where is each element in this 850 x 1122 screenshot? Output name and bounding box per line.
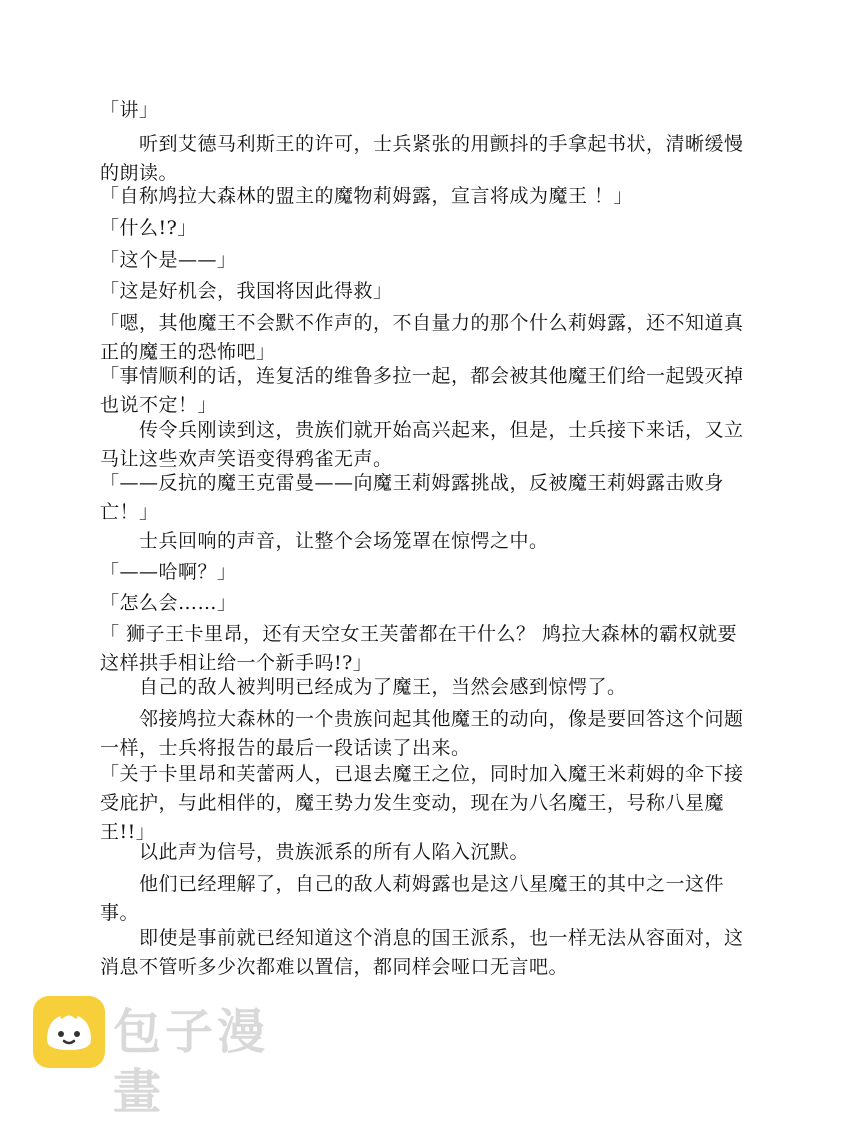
watermark-text: 包子漫畫 (113, 1004, 270, 1120)
paragraph-14: 「 狮子王卡里昂，还有天空女王芙蕾都在干什么？ 鸠拉大森林的霸权就要这样拱手相让给一个新手吗!?」 (100, 623, 738, 674)
paragraph-19: 他们已经理解了，自己的敌人莉姆露也是这八星魔王的其中之一这件事。 (100, 873, 725, 924)
paragraph-11: 士兵回响的声音，让整个会场笼罩在惊愕之中。 (100, 530, 549, 552)
paragraph-15: 自己的敌人被判明已经成为了魔王，当然会感到惊愕了。 (100, 676, 627, 698)
paragraph-10: 「——反抗的魔王克雷曼——向魔王莉姆露挑战，反被魔王莉姆露击败身亡！」 (100, 472, 725, 523)
paragraph-13: 「怎么会……」 (100, 592, 237, 614)
paragraph-1: 「讲」 (100, 99, 159, 121)
paragraph-16: 邻接鸠拉大森林的一个贵族问起其他魔王的动向，像是要回答这个问题一样，士兵将报告的最后一段话读了出来。 (100, 708, 744, 759)
paragraph-20: 即使是事前就已经知道这个消息的国王派系，也一样无法从容面对，这消息不管听多少次都难以置信，都同样会哑口无言吧。 (100, 927, 744, 978)
paragraph-2: 听到艾德马利斯王的许可，士兵紧张的用颤抖的手拿起书状，清晰缓慢的朗读。 (100, 133, 744, 184)
paragraph-9: 传令兵刚读到这，贵族们就开始高兴起来，但是，士兵接下来话，又立马让这些欢声笑语变得鸦雀无声。 (100, 419, 744, 470)
watermark-logo (33, 996, 313, 1120)
paragraph-6: 「这是好机会，我国将因此得救」 (100, 280, 393, 302)
paragraph-4: 「什么!?」 (100, 217, 197, 239)
paragraph-12: 「——哈啊？」 (100, 561, 237, 583)
paragraph-5: 「这个是——」 (100, 249, 237, 271)
paragraph-8: 「事情顺利的话，连复活的维鲁多拉一起，都会被其他魔王们给一起毁灭掉也说不定！」 (100, 365, 744, 416)
paragraph-18: 以此声为信号，贵族派系的所有人陷入沉默。 (100, 841, 530, 863)
paragraph-7: 「嗯，其他魔王不会默不作声的，不自量力的那个什么莉姆露，还不知道真正的魔王的恐怖吧」 (100, 312, 744, 363)
bun-icon (33, 996, 105, 1068)
paragraph-3: 「自称鸠拉大森林的盟主的魔物莉姆露，宣言将成为魔王 ！」 (100, 185, 634, 207)
paragraph-17: 「关于卡里昂和芙蕾两人，已退去魔王之位，同时加入魔王米莉姆的伞下接受庇护，与此相伴的，魔王势力发生变动，现在为八名魔王，号称八星魔王!!」 (100, 763, 744, 843)
